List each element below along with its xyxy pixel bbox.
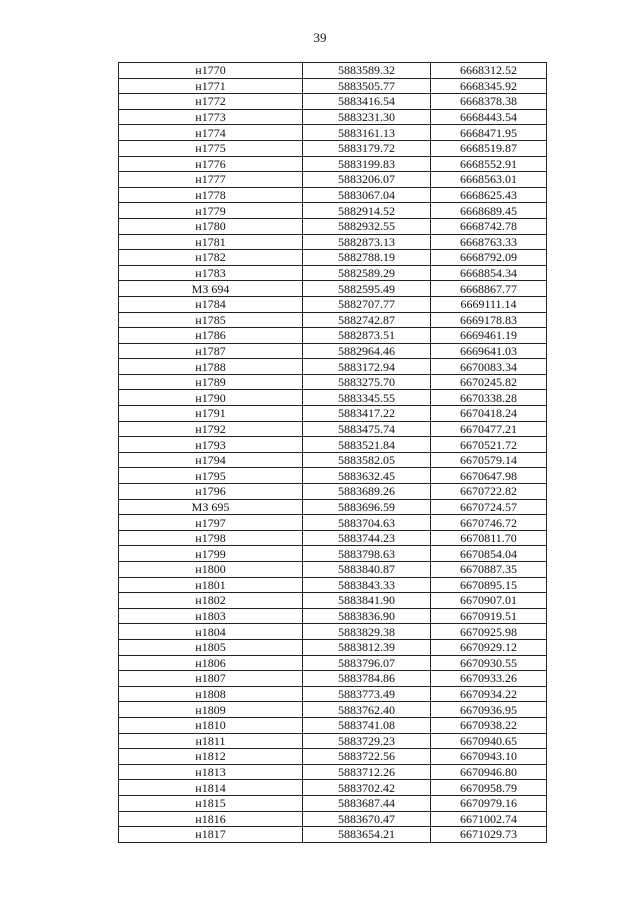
table-row xyxy=(119,78,547,94)
x-coordinate-cell: 5883161.13 xyxy=(303,125,431,141)
x-coordinate-cell: 5883702.42 xyxy=(303,780,431,796)
y-coordinate-cell: 6670579.14 xyxy=(431,452,547,468)
table-row xyxy=(119,484,547,500)
y-coordinate-cell: 6670521.72 xyxy=(431,437,547,453)
table-row xyxy=(119,655,547,671)
point-id-cell: н1810 xyxy=(119,717,303,733)
point-id-cell: н1792 xyxy=(119,421,303,437)
x-coordinate-cell: 5883704.63 xyxy=(303,515,431,531)
y-coordinate-cell: 6670418.24 xyxy=(431,406,547,422)
table-row xyxy=(119,780,547,796)
y-coordinate-cell: 6668552.91 xyxy=(431,156,547,172)
y-coordinate-cell: 6670477.21 xyxy=(431,421,547,437)
x-coordinate-cell: 5883179.72 xyxy=(303,140,431,156)
point-id-cell: н1817 xyxy=(119,827,303,843)
table-row xyxy=(119,374,547,390)
x-coordinate-cell: 5883231.30 xyxy=(303,109,431,125)
point-id-cell: н1781 xyxy=(119,234,303,250)
y-coordinate-cell: 6668742.78 xyxy=(431,218,547,234)
table-row xyxy=(119,639,547,655)
y-coordinate-cell: 6670958.79 xyxy=(431,780,547,796)
point-id-cell: н1784 xyxy=(119,296,303,312)
x-coordinate-cell: 5883199.83 xyxy=(303,156,431,172)
point-id-cell: н1789 xyxy=(119,374,303,390)
point-id-cell: н1812 xyxy=(119,749,303,765)
point-id-cell: МЗ 695 xyxy=(119,499,303,515)
table-row xyxy=(119,234,547,250)
table-row xyxy=(119,733,547,749)
x-coordinate-cell: 5883829.38 xyxy=(303,624,431,640)
y-coordinate-cell: 6670979.16 xyxy=(431,795,547,811)
y-coordinate-cell: 6669461.19 xyxy=(431,328,547,344)
point-id-cell: н1791 xyxy=(119,406,303,422)
table-row xyxy=(119,530,547,546)
y-coordinate-cell: 6668867.77 xyxy=(431,281,547,297)
point-id-cell: МЗ 694 xyxy=(119,281,303,297)
point-id-cell: н1782 xyxy=(119,250,303,266)
x-coordinate-cell: 5883067.04 xyxy=(303,187,431,203)
table-row xyxy=(119,140,547,156)
y-coordinate-cell: 6670940.65 xyxy=(431,733,547,749)
point-id-cell: н1777 xyxy=(119,172,303,188)
point-id-cell: н1804 xyxy=(119,624,303,640)
y-coordinate-cell: 6670929.12 xyxy=(431,639,547,655)
table-row xyxy=(119,546,547,562)
x-coordinate-cell: 5883687.44 xyxy=(303,795,431,811)
y-coordinate-cell: 6670907.01 xyxy=(431,593,547,609)
point-id-cell: н1797 xyxy=(119,515,303,531)
x-coordinate-cell: 5882707.77 xyxy=(303,296,431,312)
table-row xyxy=(119,593,547,609)
y-coordinate-cell: 6668471.95 xyxy=(431,125,547,141)
point-id-cell: н1811 xyxy=(119,733,303,749)
point-id-cell: н1788 xyxy=(119,359,303,375)
table-row xyxy=(119,109,547,125)
point-id-cell: н1801 xyxy=(119,577,303,593)
x-coordinate-cell: 5883722.56 xyxy=(303,749,431,765)
y-coordinate-cell: 6669178.83 xyxy=(431,312,547,328)
point-id-cell: н1807 xyxy=(119,671,303,687)
point-id-cell: н1808 xyxy=(119,686,303,702)
y-coordinate-cell: 6671002.74 xyxy=(431,811,547,827)
point-id-cell: н1787 xyxy=(119,343,303,359)
point-id-cell: н1805 xyxy=(119,639,303,655)
x-coordinate-cell: 5883654.21 xyxy=(303,827,431,843)
point-id-cell: н1773 xyxy=(119,109,303,125)
x-coordinate-cell: 5883762.40 xyxy=(303,702,431,718)
x-coordinate-cell: 5883840.87 xyxy=(303,562,431,578)
point-id-cell: н1815 xyxy=(119,795,303,811)
table-row xyxy=(119,795,547,811)
y-coordinate-cell: 6670919.51 xyxy=(431,608,547,624)
y-coordinate-cell: 6668345.92 xyxy=(431,78,547,94)
y-coordinate-cell: 6668378.38 xyxy=(431,94,547,110)
y-coordinate-cell: 6670811.70 xyxy=(431,530,547,546)
y-coordinate-cell: 6670930.55 xyxy=(431,655,547,671)
point-id-cell: н1786 xyxy=(119,328,303,344)
y-coordinate-cell: 6668763.33 xyxy=(431,234,547,250)
y-coordinate-cell: 6669641.03 xyxy=(431,343,547,359)
table-row xyxy=(119,203,547,219)
point-id-cell: н1779 xyxy=(119,203,303,219)
table-row xyxy=(119,468,547,484)
x-coordinate-cell: 5882595.49 xyxy=(303,281,431,297)
y-coordinate-cell: 6670925.98 xyxy=(431,624,547,640)
point-id-cell: н1806 xyxy=(119,655,303,671)
point-id-cell: н1798 xyxy=(119,530,303,546)
point-id-cell: н1775 xyxy=(119,140,303,156)
x-coordinate-cell: 5883689.26 xyxy=(303,484,431,500)
x-coordinate-cell: 5883172.94 xyxy=(303,359,431,375)
point-id-cell: н1771 xyxy=(119,78,303,94)
x-coordinate-cell: 5882914.52 xyxy=(303,203,431,219)
x-coordinate-cell: 5883582.05 xyxy=(303,452,431,468)
y-coordinate-cell: 6668519.87 xyxy=(431,140,547,156)
y-coordinate-cell: 6670746.72 xyxy=(431,515,547,531)
table-row xyxy=(119,421,547,437)
y-coordinate-cell: 6670938.22 xyxy=(431,717,547,733)
point-id-cell: н1802 xyxy=(119,593,303,609)
point-id-cell: н1780 xyxy=(119,218,303,234)
table-row xyxy=(119,94,547,110)
y-coordinate-cell: 6668689.45 xyxy=(431,203,547,219)
y-coordinate-cell: 6668625.43 xyxy=(431,187,547,203)
point-id-cell: н1813 xyxy=(119,764,303,780)
x-coordinate-cell: 5883206.07 xyxy=(303,172,431,188)
y-coordinate-cell: 6670245.82 xyxy=(431,374,547,390)
table-row xyxy=(119,172,547,188)
point-id-cell: н1785 xyxy=(119,312,303,328)
y-coordinate-cell: 6670946.80 xyxy=(431,764,547,780)
table-row xyxy=(119,577,547,593)
x-coordinate-cell: 5882873.13 xyxy=(303,234,431,250)
y-coordinate-cell: 6670722.82 xyxy=(431,484,547,500)
table-row xyxy=(119,562,547,578)
page-number: 39 xyxy=(313,30,327,45)
table-row xyxy=(119,250,547,266)
y-coordinate-cell: 6670083.34 xyxy=(431,359,547,375)
x-coordinate-cell: 5883796.07 xyxy=(303,655,431,671)
y-coordinate-cell: 6669111.14 xyxy=(431,296,547,312)
x-coordinate-cell: 5882932.55 xyxy=(303,218,431,234)
coordinates-table-body xyxy=(119,63,547,843)
table-row xyxy=(119,265,547,281)
y-coordinate-cell: 6670854.04 xyxy=(431,546,547,562)
x-coordinate-cell: 5883773.49 xyxy=(303,686,431,702)
x-coordinate-cell: 5883841.90 xyxy=(303,593,431,609)
table-row xyxy=(119,811,547,827)
point-id-cell: н1770 xyxy=(119,63,303,79)
point-id-cell: н1816 xyxy=(119,811,303,827)
x-coordinate-cell: 5882964.46 xyxy=(303,343,431,359)
x-coordinate-cell: 5883784.86 xyxy=(303,671,431,687)
point-id-cell: н1814 xyxy=(119,780,303,796)
point-id-cell: н1776 xyxy=(119,156,303,172)
table-row xyxy=(119,437,547,453)
table-row xyxy=(119,515,547,531)
point-id-cell: н1772 xyxy=(119,94,303,110)
y-coordinate-cell: 6671029.73 xyxy=(431,827,547,843)
point-id-cell: н1803 xyxy=(119,608,303,624)
x-coordinate-cell: 5883521.84 xyxy=(303,437,431,453)
x-coordinate-cell: 5883712.26 xyxy=(303,764,431,780)
x-coordinate-cell: 5883589.32 xyxy=(303,63,431,79)
x-coordinate-cell: 5882873.51 xyxy=(303,328,431,344)
table-row xyxy=(119,749,547,765)
point-id-cell: н1774 xyxy=(119,125,303,141)
table-row xyxy=(119,702,547,718)
y-coordinate-cell: 6670895.15 xyxy=(431,577,547,593)
table-row xyxy=(119,187,547,203)
table-row xyxy=(119,764,547,780)
table-row xyxy=(119,359,547,375)
table-row xyxy=(119,343,547,359)
y-coordinate-cell: 6670724.57 xyxy=(431,499,547,515)
y-coordinate-cell: 6668563.01 xyxy=(431,172,547,188)
y-coordinate-cell: 6670934.22 xyxy=(431,686,547,702)
coordinates-table xyxy=(118,62,547,843)
table-row xyxy=(119,827,547,843)
y-coordinate-cell: 6670887.35 xyxy=(431,562,547,578)
x-coordinate-cell: 5882788.19 xyxy=(303,250,431,266)
x-coordinate-cell: 5883275.70 xyxy=(303,374,431,390)
table-row xyxy=(119,390,547,406)
x-coordinate-cell: 5883416.54 xyxy=(303,94,431,110)
x-coordinate-cell: 5883696.59 xyxy=(303,499,431,515)
table-row xyxy=(119,717,547,733)
point-id-cell: н1778 xyxy=(119,187,303,203)
x-coordinate-cell: 5883836.90 xyxy=(303,608,431,624)
x-coordinate-cell: 5883744.23 xyxy=(303,530,431,546)
y-coordinate-cell: 6668792.09 xyxy=(431,250,547,266)
x-coordinate-cell: 5883670.47 xyxy=(303,811,431,827)
point-id-cell: н1799 xyxy=(119,546,303,562)
y-coordinate-cell: 6670936.95 xyxy=(431,702,547,718)
x-coordinate-cell: 5883843.33 xyxy=(303,577,431,593)
x-coordinate-cell: 5883798.63 xyxy=(303,546,431,562)
point-id-cell: н1796 xyxy=(119,484,303,500)
x-coordinate-cell: 5883475.74 xyxy=(303,421,431,437)
x-coordinate-cell: 5883417.22 xyxy=(303,406,431,422)
y-coordinate-cell: 6668312.52 xyxy=(431,63,547,79)
table-row xyxy=(119,328,547,344)
table-row xyxy=(119,63,547,79)
table-row xyxy=(119,218,547,234)
x-coordinate-cell: 5883812.39 xyxy=(303,639,431,655)
y-coordinate-cell: 6670338.28 xyxy=(431,390,547,406)
table-row xyxy=(119,156,547,172)
table-row xyxy=(119,499,547,515)
x-coordinate-cell: 5883505.77 xyxy=(303,78,431,94)
point-id-cell: н1783 xyxy=(119,265,303,281)
x-coordinate-cell: 5883729.23 xyxy=(303,733,431,749)
point-id-cell: н1790 xyxy=(119,390,303,406)
y-coordinate-cell: 6668443.54 xyxy=(431,109,547,125)
point-id-cell: н1793 xyxy=(119,437,303,453)
x-coordinate-cell: 5882589.29 xyxy=(303,265,431,281)
table-row xyxy=(119,452,547,468)
y-coordinate-cell: 6670943.10 xyxy=(431,749,547,765)
y-coordinate-cell: 6670647.98 xyxy=(431,468,547,484)
table-row xyxy=(119,608,547,624)
table-row xyxy=(119,406,547,422)
x-coordinate-cell: 5882742.87 xyxy=(303,312,431,328)
table-row xyxy=(119,686,547,702)
point-id-cell: н1794 xyxy=(119,452,303,468)
y-coordinate-cell: 6670933.26 xyxy=(431,671,547,687)
table-row xyxy=(119,671,547,687)
y-coordinate-cell: 6668854.34 xyxy=(431,265,547,281)
x-coordinate-cell: 5883632.45 xyxy=(303,468,431,484)
table-row xyxy=(119,281,547,297)
point-id-cell: н1795 xyxy=(119,468,303,484)
table-row xyxy=(119,624,547,640)
table-row xyxy=(119,296,547,312)
table-row xyxy=(119,312,547,328)
x-coordinate-cell: 5883345.55 xyxy=(303,390,431,406)
point-id-cell: н1809 xyxy=(119,702,303,718)
table-row xyxy=(119,125,547,141)
point-id-cell: н1800 xyxy=(119,562,303,578)
x-coordinate-cell: 5883741.08 xyxy=(303,717,431,733)
